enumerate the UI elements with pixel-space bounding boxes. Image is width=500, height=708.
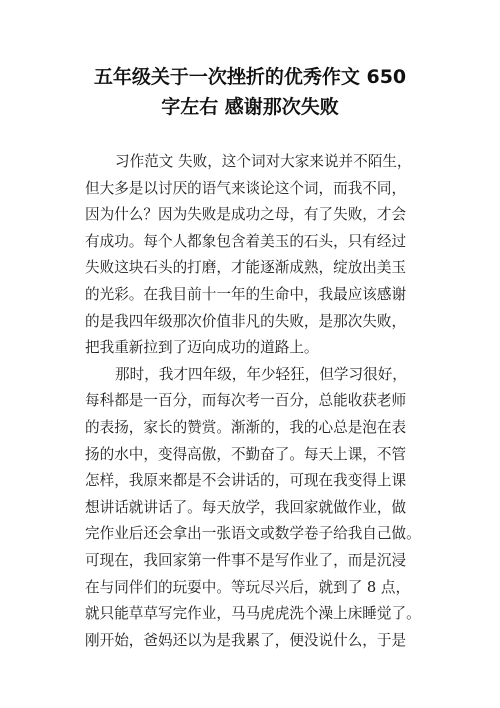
text-line: 但大多是以讨厌的语气来谈论这个词，而我不同， — [85, 179, 407, 197]
text-line: 有成功。每个人都象包含着美玉的石头，只有经过 — [85, 232, 407, 250]
text-line: 就只能草草写完作业，马马虎虎洗个澡上床睡觉了。 — [85, 605, 421, 623]
text-line: 怎样，我原来都是不会讲话的，可现在我变得上课 — [85, 472, 407, 490]
document-title-line-1: 五年级关于一次挫折的优秀作文 650 — [93, 66, 407, 88]
paragraph-2 — [85, 362, 433, 655]
text-line: 失败这块石头的打磨，才能逐渐成熟，绽放出美玉 — [85, 259, 407, 277]
paragraph-1 — [85, 149, 433, 362]
text-line: 每科都是一百分，而每次考一百分，总能收获老师 — [85, 392, 407, 410]
text-line: 习作范文 失败，这个词对大家来说并不陌生， — [115, 153, 412, 170]
text-line: 刚开始，爸妈还以为是我累了，便没说什么，于是 — [85, 631, 407, 649]
document-title-line-2: 字左右 感谢那次失败 — [161, 96, 339, 118]
text-line: 想讲话就讲话了。每天放学，我回家就做作业，做 — [85, 498, 407, 516]
article-body — [85, 149, 433, 654]
text-line: 因为什么？因为失败是成功之母，有了失败，才会 — [85, 206, 407, 224]
text-line: 的光彩。在我目前十一年的生命中，我最应该感谢 — [85, 285, 407, 303]
text-line: 的表扬，家长的赞赏。渐渐的，我的心总是泡在表 — [85, 418, 407, 436]
text-line: 扬的水中，变得高傲，不勤奋了。每天上课，不管 — [85, 445, 407, 463]
text-line: 完作业后还会拿出一张语文或数学卷子给我自己做。 — [85, 525, 421, 543]
text-line: 可现在，我回家第一件事不是写作业了，而是沉浸 — [85, 551, 407, 569]
text-line: 那时，我才四年级，年少轻狂，但学习很好， — [115, 365, 407, 383]
text-line: 把我重新拉到了迈向成功的道路上。 — [85, 339, 319, 357]
text-line: 在与同伴们的玩耍中。等玩尽兴后，就到了 8 点， — [85, 578, 411, 596]
text-line: 的是我四年级那次价值非凡的失败，是那次失败， — [85, 312, 407, 330]
